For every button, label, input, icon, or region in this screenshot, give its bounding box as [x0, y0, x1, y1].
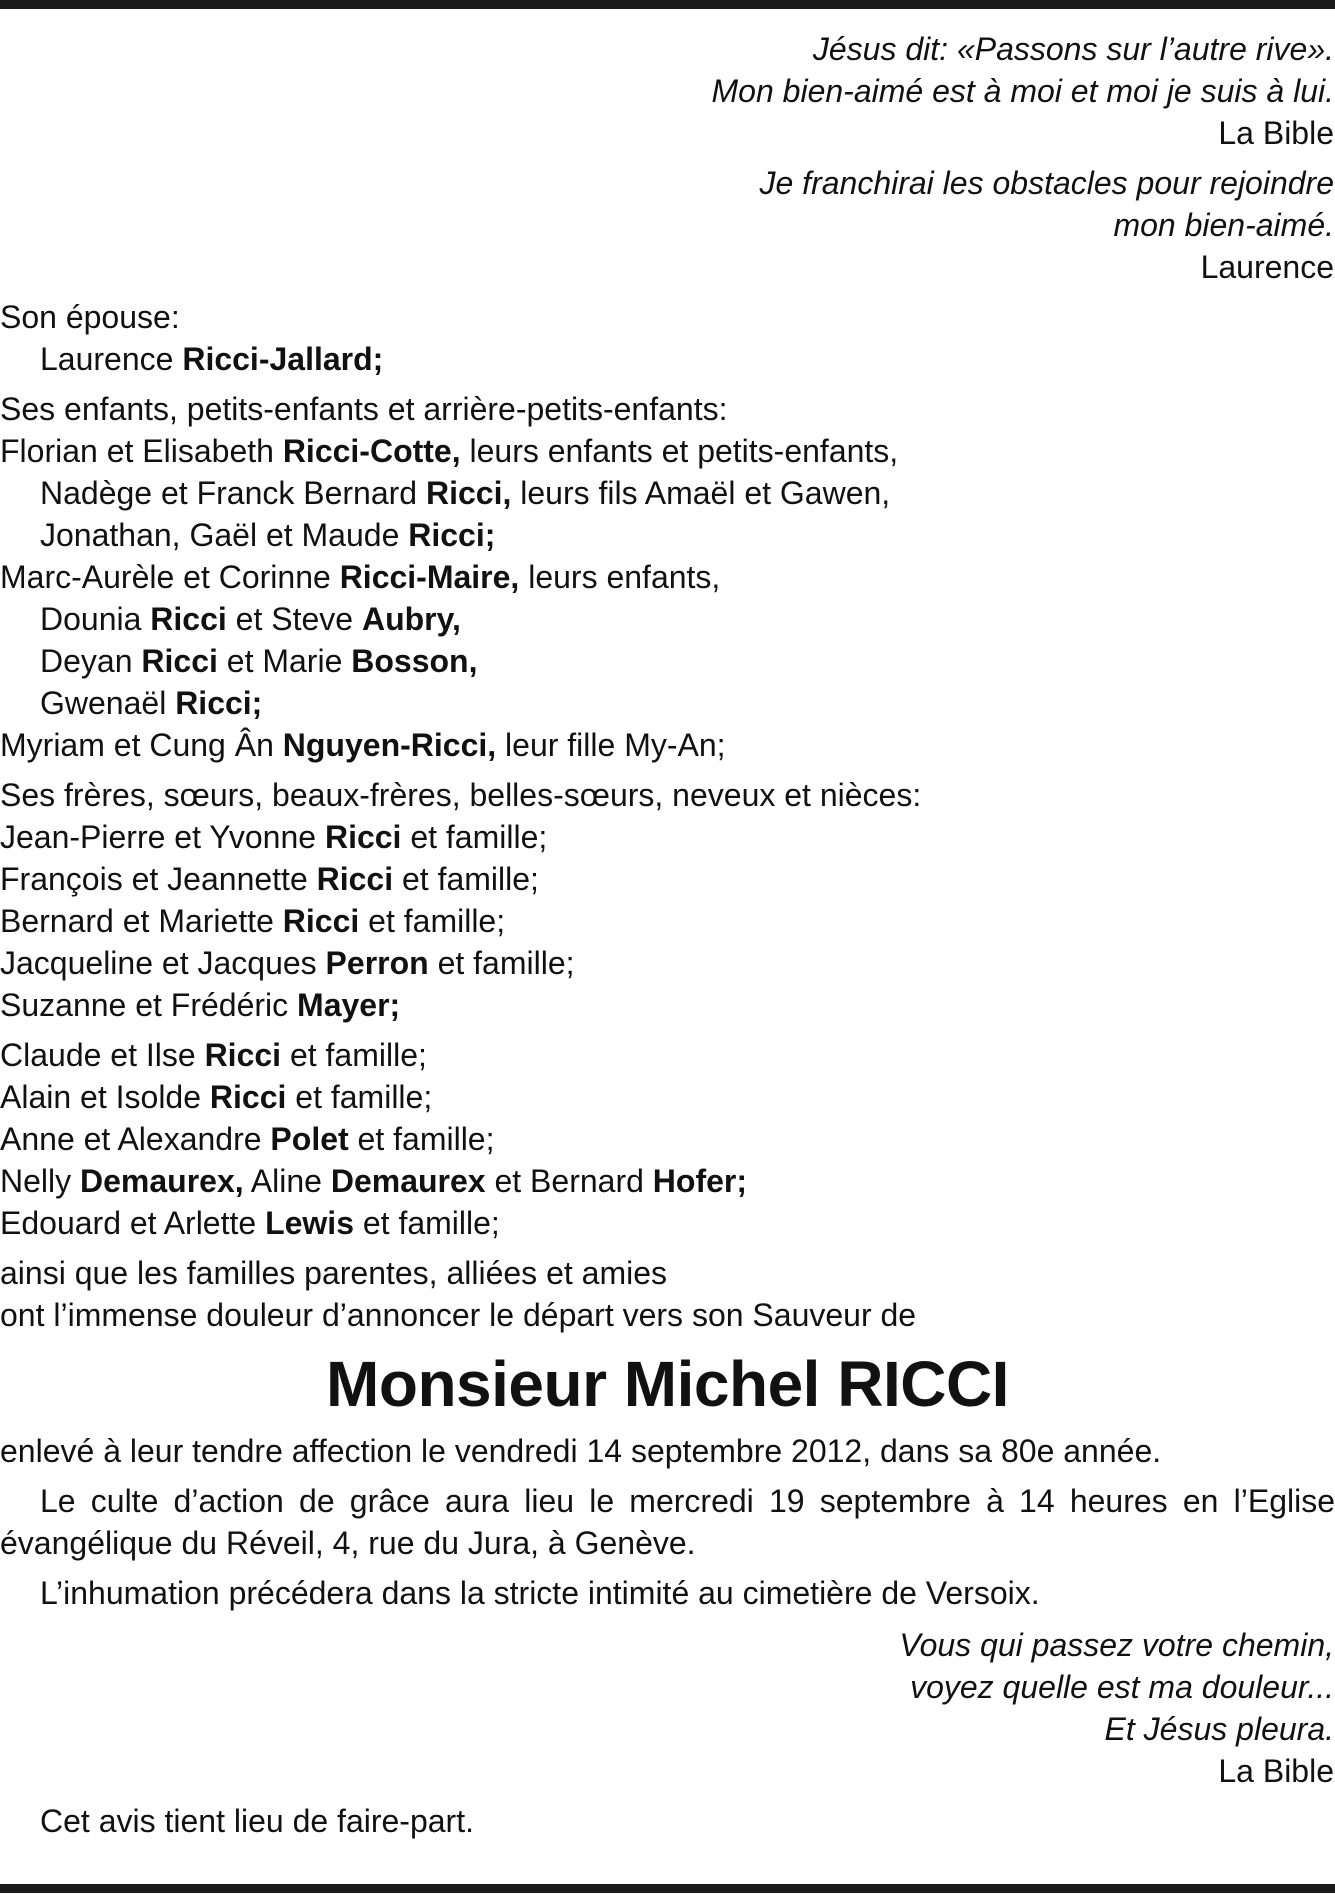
family-line: Jacqueline et Jacques Perron et famille;	[0, 945, 575, 981]
opening-quote-1	[0, 28, 1335, 154]
siblings-section	[0, 774, 1335, 1026]
quote1-line2: Mon bien-aimé est à moi et moi je suis à lui.	[711, 73, 1334, 109]
deceased-name: Monsieur Michel RICCI	[326, 1348, 1009, 1420]
footer-note: Cet avis tient lieu de faire-part.	[40, 1803, 474, 1839]
quote2-line1: Je franchirai les obstacles pour rejoindre	[759, 165, 1334, 201]
quote3-line2: voyez quelle est ma douleur...	[910, 1669, 1334, 1705]
opening-quote-2	[0, 162, 1335, 288]
family-line: Myriam et Cung Ân Nguyen-Ricci, leur fille My-An;	[0, 727, 726, 763]
spouse-section	[0, 296, 1335, 380]
family-line: Suzanne et Frédéric Mayer;	[0, 987, 401, 1023]
family-line: Alain et Isolde Ricci et famille;	[0, 1079, 433, 1115]
siblings-heading: Ses frères, sœurs, beaux-frères, belles-sœurs, neveux et nièces:	[0, 777, 922, 813]
family-line: Gwenaël Ricci;	[40, 685, 263, 721]
family-line: Nelly Demaurex, Aline Demaurex et Bernard Hofer;	[0, 1163, 747, 1199]
announcement-line-2: ont l’immense douleur d’annoncer le départ vers son Sauveur de	[0, 1297, 917, 1333]
quote1-source: La Bible	[1218, 115, 1334, 151]
children-heading: Ses enfants, petits-enfants et arrière-petits-enfants:	[0, 391, 728, 427]
spouse-heading: Son épouse:	[0, 299, 180, 335]
extended-family-section	[0, 1034, 1335, 1244]
family-line: François et Jeannette Ricci et famille;	[0, 861, 539, 897]
quote2-source: Laurence	[1200, 249, 1334, 285]
closing-quote	[0, 1624, 1335, 1792]
quote1-line1: Jésus dit: «Passons sur l’autre rive».	[812, 31, 1334, 67]
quote3-line1: Vous qui passez votre chemin,	[899, 1627, 1334, 1663]
announcement-line-1: ainsi que les familles parentes, alliées et amies	[0, 1255, 667, 1291]
family-line: Bernard et Mariette Ricci et famille;	[0, 903, 506, 939]
family-line: Marc-Aurèle et Corinne Ricci-Maire, leurs enfants,	[0, 559, 721, 595]
quote3-line3: Et Jésus pleura.	[1104, 1711, 1334, 1747]
family-line: Florian et Elisabeth Ricci-Cotte, leurs enfants et petits-enfants,	[0, 433, 899, 469]
family-line: Claude et Ilse Ricci et famille;	[0, 1037, 427, 1073]
family-line: Deyan Ricci et Marie Bosson,	[40, 643, 478, 679]
details-taken: enlevé à leur tendre affection le vendredi 14 septembre 2012, dans sa 80e année.	[0, 1433, 1162, 1469]
family-line: Jean-Pierre et Yvonne Ricci et famille;	[0, 819, 548, 855]
bottom-rule	[0, 1884, 1335, 1893]
quote3-source: La Bible	[1218, 1753, 1334, 1789]
children-section	[0, 388, 1335, 766]
details-burial: L’inhumation précédera dans la stricte intimité au cimetière de Versoix.	[40, 1575, 1040, 1611]
family-line: Dounia Ricci et Steve Aubry,	[40, 601, 461, 637]
quote2-line2: mon bien-aimé.	[1113, 207, 1334, 243]
top-rule	[0, 0, 1335, 9]
details-service: Le culte d’action de grâce aura lieu le mercredi 19 septembre à 14 heures en l’Eglise évangélique du Réveil, 4, rue du Jura, à Genève.	[0, 1483, 1335, 1561]
family-line: Nadège et Franck Bernard Ricci, leurs fils Amaël et Gawen,	[40, 475, 891, 511]
family-line: Anne et Alexandre Polet et famille;	[0, 1121, 495, 1157]
family-line: Edouard et Arlette Lewis et famille;	[0, 1205, 500, 1241]
obituary-notice	[0, 28, 1335, 1842]
family-line: Jonathan, Gaël et Maude Ricci;	[40, 517, 496, 553]
spouse-line: Laurence Ricci-Jallard;	[40, 341, 384, 377]
